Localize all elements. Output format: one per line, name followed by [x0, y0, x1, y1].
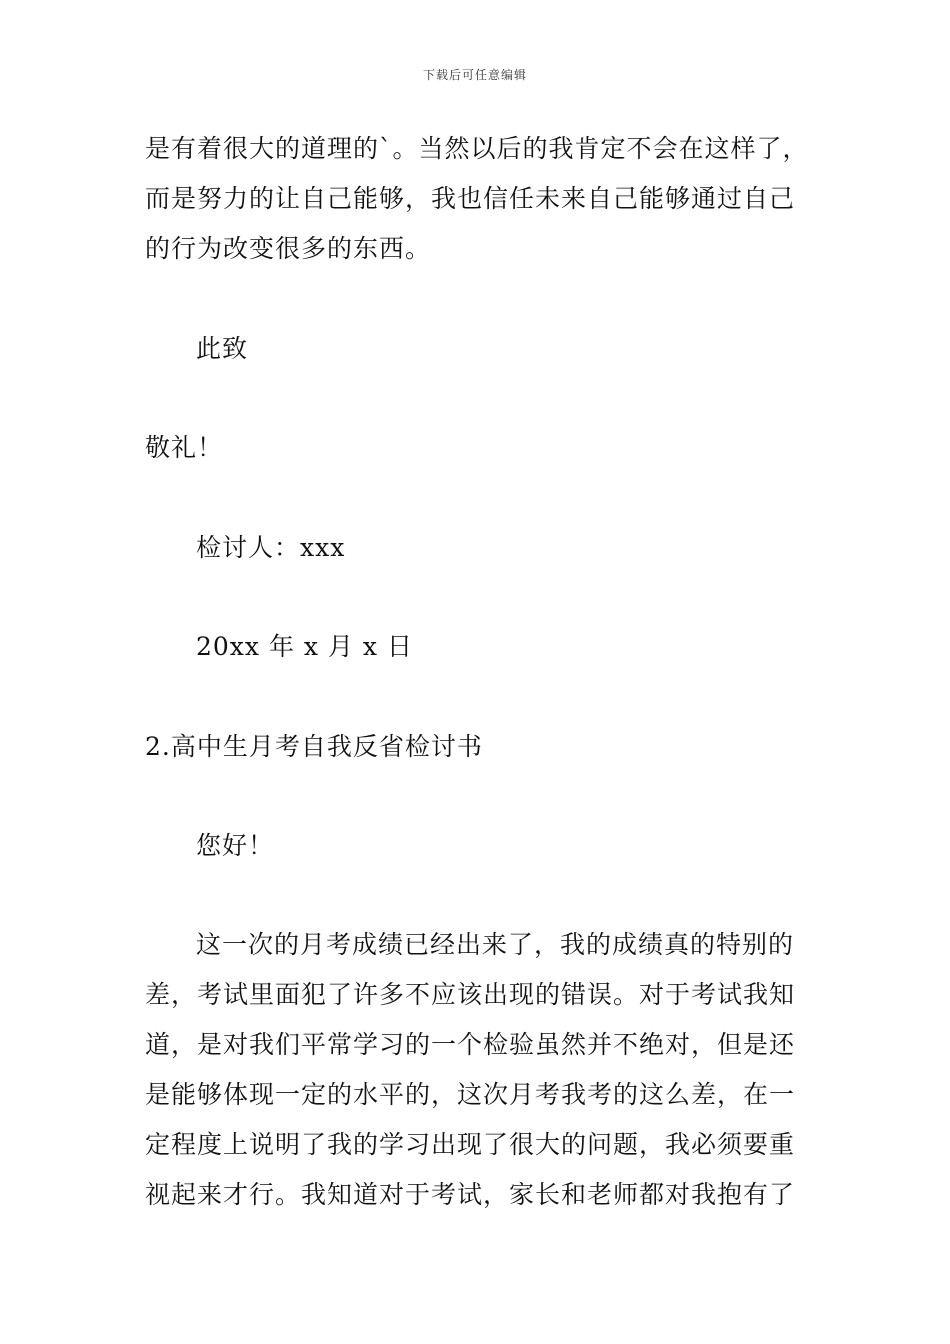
date-line: 20xx 年 x 月 x 日	[196, 632, 413, 661]
closing-regards: 敬礼！	[145, 433, 224, 462]
page-header-note: 下载后可任意编辑	[422, 68, 527, 82]
section-title: 2.高中生月考自我反省检讨书	[145, 732, 483, 761]
paragraph-line: 定程度上说明了我的学习出现了很大的问题，我必须要重	[145, 1130, 796, 1159]
paragraph-line: 道，是对我们平常学习的一个检验虽然并不绝对，但是还	[145, 1030, 796, 1059]
paragraph-line: 是能够体现一定的水平的，这次月考我考的这么差，在一	[145, 1080, 796, 1109]
greeting-line: 您好！	[196, 831, 275, 860]
closing-salutation: 此致	[196, 334, 249, 363]
paragraph-line: 视起来才行。我知道对于考试，家长和老师都对我抱有了	[145, 1180, 796, 1209]
paragraph-line: 这一次的月考成绩已经出来了，我的成绩真的特别的	[196, 930, 795, 959]
signer-line: 检讨人：xxx	[196, 533, 346, 562]
paragraph-line: 差，考试里面犯了许多不应该出现的错误。对于考试我知	[145, 980, 796, 1009]
paragraph-line: 的行为改变很多的东西。	[145, 234, 432, 263]
paragraph-line: 而是努力的让自己能够，我也信任未来自己能够通过自己	[145, 184, 796, 213]
paragraph-line: 是有着很大的道理的`。当然以后的我肯定不会在这样了，	[145, 134, 809, 163]
